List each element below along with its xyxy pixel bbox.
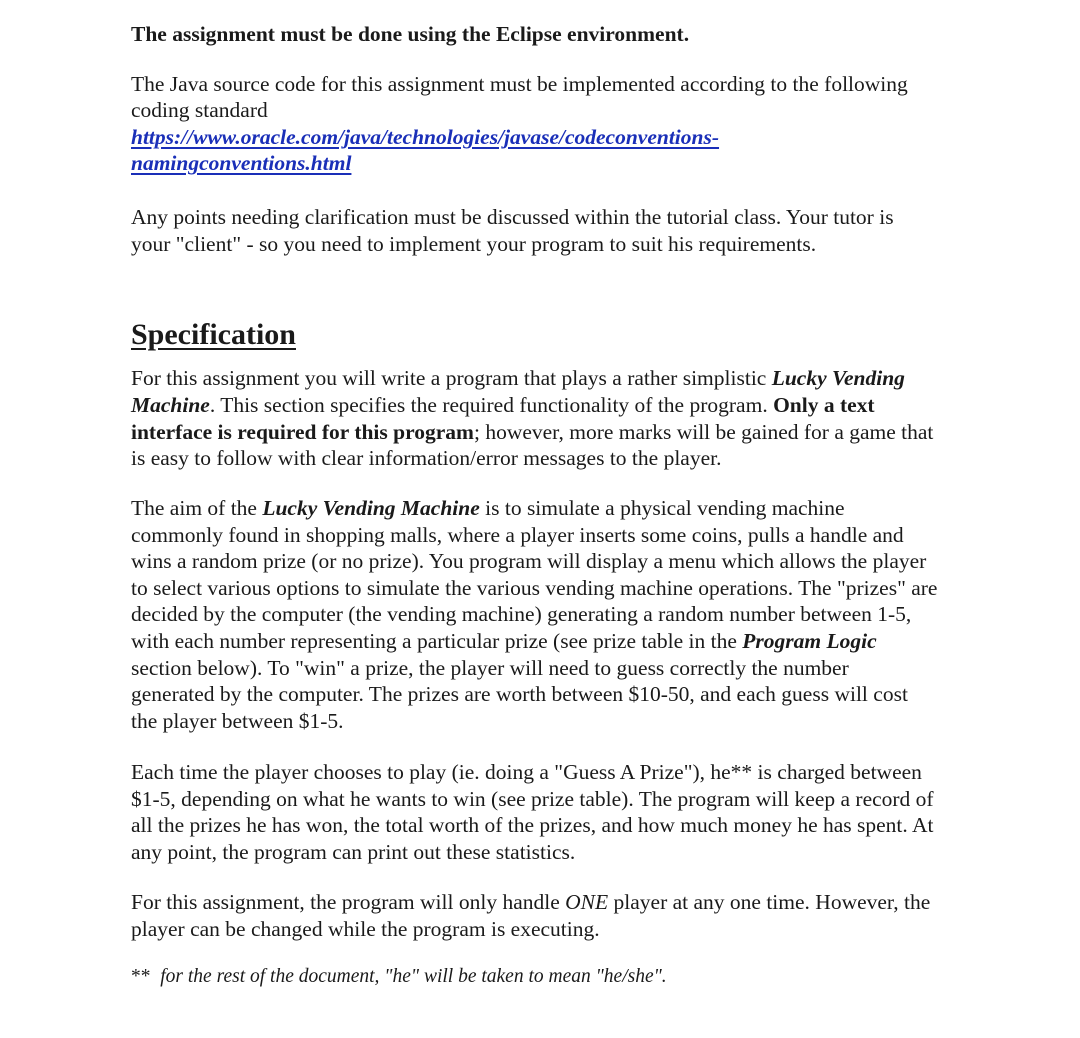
spec-p3-line-2: $1-5, depending on what he wants to win (see prize table). The program will keep a record of (131, 787, 934, 811)
spec-p4-text: For this assignment, the program will only handle (131, 890, 566, 914)
footnote-text: for the rest of the document, "he" will be taken to mean "he/she". (160, 966, 667, 987)
spec-p2-text: is to simulate a physical vending machine (479, 496, 845, 520)
footnote (131, 964, 667, 990)
spec-p1-line-4: is easy to follow with clear information/error messages to the player. (131, 446, 722, 470)
naming-conventions-link-cont[interactable]: namingconventions.html (131, 151, 352, 175)
specification-heading: Specification (131, 318, 296, 351)
spec-p1-line-2 (131, 392, 875, 418)
program-logic-term: Program Logic (742, 629, 877, 653)
spec-p3-line-1: Each time the player chooses to play (ie. doing a "Guess A Prize"), he** is charged between (131, 760, 922, 784)
spec-p1-text: ; however, more marks will be gained for a game that (473, 420, 934, 444)
spec-p4-line-2: player can be changed while the program is executing. (131, 917, 600, 941)
clarification-line-2: your "client" - so you need to implement your program to suit his requirements. (131, 232, 817, 256)
machine-term: Machine (131, 393, 210, 417)
spec-p2-line-4: to select various options to simulate the various vending machine operations. The "prizes" are (131, 576, 938, 600)
lucky-vending-machine-term: Lucky Vending Machine (262, 496, 480, 520)
footnote-marker: ** (131, 966, 151, 987)
text-interface-emphasis-cont: interface is required for this program (131, 420, 474, 444)
spec-p3-line-4: any point, the program can print out these statistics. (131, 840, 576, 864)
spec-p2-text: with each number representing a particular prize (see prize table in the (131, 629, 743, 653)
spec-p2-line-6 (131, 628, 877, 654)
spec-p4-line-1 (131, 889, 930, 915)
one-player-emphasis: ONE (565, 890, 609, 914)
clarification-line-1: Any points needing clarification must be discussed within the tutorial class. Your tutor is (131, 205, 894, 229)
spec-p2-line-2: commonly found in shopping malls, where a player inserts some coins, pulls a handle and (131, 523, 904, 547)
eclipse-requirement: The assignment must be done using the Eclipse environment. (131, 22, 690, 46)
coding-standard-link-line-1[interactable] (131, 124, 719, 150)
spec-p2-line-8: generated by the computer. The prizes are worth between $10-50, and each guess will cost (131, 682, 908, 706)
spec-p2-text: The aim of the (131, 496, 263, 520)
naming-conventions-link[interactable]: https://www.oracle.com/java/technologies/javase/codeconventions- (131, 125, 720, 149)
coding-standard-link-line-2[interactable] (131, 150, 351, 176)
spec-p1-line-1 (131, 365, 905, 391)
coding-standard-line-1: The Java source code for this assignment must be implemented according to the following (131, 72, 908, 96)
coding-standard-line-2: coding standard (131, 98, 268, 122)
spec-p4-text: player at any one time. However, the (608, 890, 931, 914)
spec-p2-line-1 (131, 495, 845, 521)
text-interface-emphasis: Only a text (773, 393, 875, 417)
spec-p1-text: . This section specifies the required functionality of the program. (209, 393, 774, 417)
spec-p2-line-7: section below). To "win" a prize, the player will need to guess correctly the number (131, 656, 849, 680)
spec-p2-line-3: wins a random prize (or no prize). You program will display a menu which allows the player (131, 549, 927, 573)
spec-p1-line-3 (131, 419, 933, 445)
lucky-vending-term: Lucky Vending (771, 366, 905, 390)
spec-p2-line-5: decided by the computer (the vending machine) generating a random number between 1-5, (131, 602, 912, 626)
spec-p2-line-9: the player between $1-5. (131, 709, 344, 733)
spec-p3-line-3: all the prizes he has won, the total worth of the prizes, and how much money he has spent. At (131, 813, 934, 837)
spec-p1-text: For this assignment you will write a program that plays a rather simplistic (131, 366, 772, 390)
